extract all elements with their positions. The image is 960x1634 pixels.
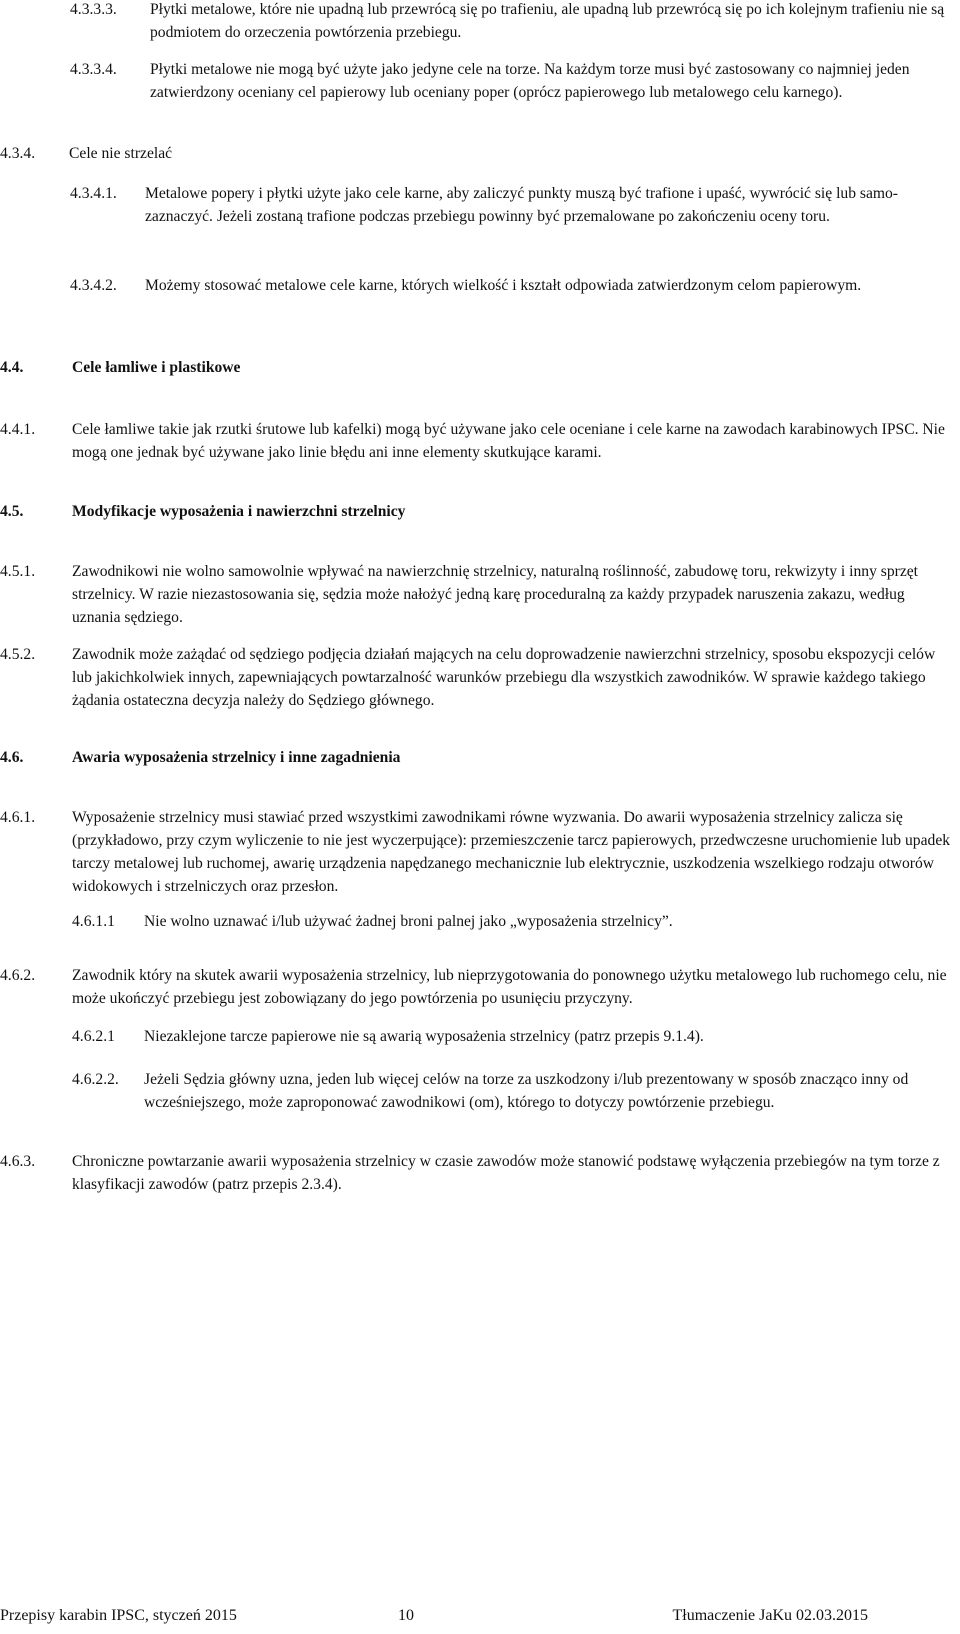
subsection-number: 4.3.4.: [0, 145, 36, 162]
subsection-title: Cele nie strzelać: [69, 145, 173, 162]
page-footer: [0, 1604, 960, 1628]
clause-text: Zawodnikowi nie wolno samowolnie wpływać na nawierzchnię strzelnicy, naturalną roślinność, zabudowę toru, rekwizyty i inny sprzęt strzelnicy. W razie niezastosowania się, sędzia może nałożyć jedną karę proceduralną za każdy przypadek naruszenia zakazu, według uznania sędziego.: [72, 563, 918, 626]
clause-text: Płytki metalowe nie mogą być użyte jako jedyne cele na torze. Na każdym torze musi być zastosowany co najmniej jeden zatwierdzony oceniany cel papierowy lub oceniany poper (oprócz papierowego lub metalowego celu karnego).: [150, 61, 910, 101]
clause-number: 4.5.1.: [0, 563, 36, 580]
section-number: 4.6.: [0, 749, 24, 766]
clause-number: 4.6.3.: [0, 1153, 36, 1170]
clause-number: 4.6.1.: [0, 809, 36, 826]
clause-text: Płytki metalowe, które nie upadną lub przewrócą się po trafieniu, ale upadną lub przewrócą się po ich kolejnym trafieniu nie są podmiotem do orzeczenia powtórzenia przebiegu.: [150, 1, 945, 41]
clause-text: Metalowe popery i płytki użyte jako cele karne, aby zaliczyć punkty muszą być trafione i upaść, wywrócić się lub samo-zaznaczyć. Jeżeli zostaną trafione podczas przebiegu powinny być przemalowane po zakończeniu oceny toru.: [145, 185, 898, 225]
section-title: Modyfikacje wyposażenia i nawierzchni strzelnicy: [72, 503, 406, 520]
clause-number: 4.6.2.: [0, 967, 36, 984]
clause-number: 4.5.2.: [0, 646, 36, 663]
footer-translation-note: Tłumaczenie JaKu 02.03.2015: [672, 1607, 868, 1624]
clause-text: Możemy stosować metalowe cele karne, których wielkość i kształt odpowiada zatwierdzonym celom papierowym.: [145, 277, 862, 294]
clause-text: Wyposażenie strzelnicy musi stawiać przed wszystkimi zawodnikami równe wyzwania. Do awarii wyposażenia strzelnicy zalicza się (przykładowo, przy czym wyliczenie to nie jest wyczerpujące): przemieszczenie tarcz papierowych, przedwczesne uruchomienie lub upadek tarczy metalowej lub ruchomej, awarię urządzenia napędzanego mechanicznie lub elektrycznie, uszkodzenia wszelkiego rodzaju otworów widokowych i strzelniczych oraz przesłon.: [72, 809, 951, 895]
clause-number: 4.6.2.2.: [72, 1071, 119, 1088]
clause-text: Nie wolno uznawać i/lub używać żadnej broni palnej jako „wyposażenia strzelnicy”.: [144, 913, 673, 930]
clause-text: Chroniczne powtarzanie awarii wyposażenia strzelnicy w czasie zawodów może stanowić podstawę wyłączenia przebiegów na tym torze z klasyfikacji zawodów (patrz przepis 2.3.4).: [72, 1153, 940, 1193]
clause-number: 4.4.1.: [0, 421, 36, 438]
clause-number: 4.3.4.1.: [70, 185, 117, 202]
clause-number: 4.6.2.1: [72, 1028, 115, 1045]
clause-text: Cele łamliwe takie jak rzutki śrutowe lub kafelki) mogą być używane jako cele oceniane i cele karne na zawodach karabinowych IPSC. Nie mogą one jednak być używane jako linie błędu ani inne elementy skutkujące karami.: [72, 421, 945, 461]
clause-text: Jeżeli Sędzia główny uzna, jeden lub więcej celów na torze za uszkodzony i/lub prezentowany w sposób znacząco inny od wcześniejszego, może zaproponować zawodnikowi (om), którego to dotyczy powtórzenie przebiegu.: [144, 1071, 909, 1111]
footer-page-number: 10: [398, 1607, 414, 1624]
clause-text: Niezaklejone tarcze papierowe nie są awarią wyposażenia strzelnicy (patrz przepis 9.1.4).: [144, 1028, 704, 1045]
section-title: Cele łamliwe i plastikowe: [72, 359, 241, 376]
clause-number: 4.3.3.4.: [70, 61, 117, 78]
footer-document-title: Przepisy karabin IPSC, styczeń 2015: [0, 1607, 237, 1624]
clause-number: 4.3.3.3.: [70, 1, 117, 18]
clause-number: 4.3.4.2.: [70, 277, 117, 294]
section-number: 4.5.: [0, 503, 24, 520]
section-title: Awaria wyposażenia strzelnicy i inne zagadnienia: [72, 749, 401, 766]
clause-number: 4.6.1.1: [72, 913, 115, 930]
clause-text: Zawodnik który na skutek awarii wyposażenia strzelnicy, lub nieprzygotowania do ponownego użytku metalowego lub ruchomego celu, nie może ukończyć przebiegu jest zobowiązany do jego powtórzenia po usunięciu przyczyny.: [72, 967, 947, 1007]
clause-text: Zawodnik może zażądać od sędziego podjęcia działań mających na celu doprowadzenie nawierzchni strzelnicy, sposobu ekspozycji celów lub jakichkolwiek innych, zapewniających powtarzalność warunków przebiegu dla wszystkich zawodników. W sprawie każdego takiego żądania ostateczna decyzja należy do Sędziego głównego.: [72, 646, 936, 709]
section-number: 4.4.: [0, 359, 24, 376]
